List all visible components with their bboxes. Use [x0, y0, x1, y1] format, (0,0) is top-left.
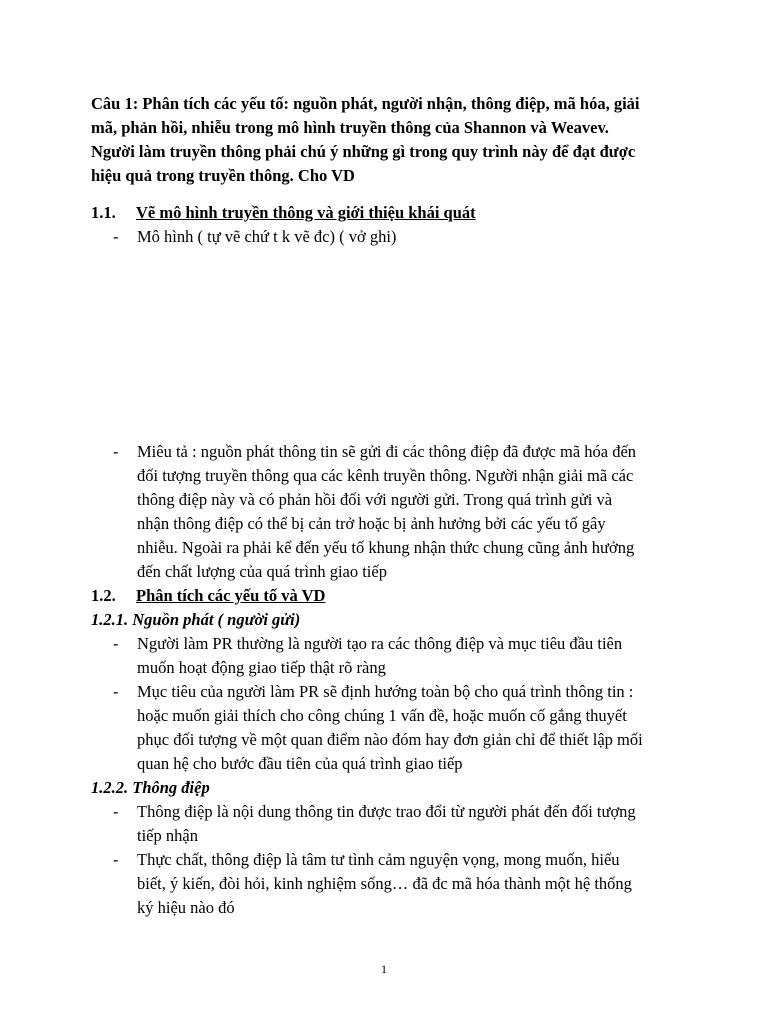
- source-point-2-line-1: Mục tiêu của người làm PR sẽ định hướng toàn bộ cho quá trình thông tin :: [137, 682, 634, 701]
- bullet-dash: -: [113, 227, 119, 246]
- section-1-2-number: 1.2.: [91, 586, 116, 605]
- bullet-dash: -: [113, 442, 119, 461]
- page-number: 1: [381, 962, 387, 976]
- section-1-2-1-heading: 1.2.1. Nguồn phát ( người gửi): [91, 610, 301, 629]
- source-point-1-line-1: Người làm PR thường là người tạo ra các thông điệp và mục tiêu đầu tiên: [137, 634, 623, 653]
- description-line-2: đối tượng truyền thông qua các kênh truyền thông. Người nhận giải mã các: [137, 466, 634, 485]
- description-line-6: đến chất lượng của quá trình giao tiếp: [137, 562, 387, 581]
- question-title-line-4: hiệu quả trong truyền thông. Cho VD: [91, 166, 355, 185]
- message-point-1-line-1: Thông điệp là nội dung thông tin được trao đổi từ người phát đến đối tượng: [137, 802, 636, 821]
- section-1-1-heading: Vẽ mô hình truyền thông và giới thiệu khái quát: [136, 203, 476, 222]
- section-1-2-heading: Phân tích các yếu tố và VD: [136, 586, 326, 605]
- bullet-dash: -: [113, 682, 119, 701]
- question-title-line-3: Người làm truyền thông phải chú ý những gì trong quy trình này để đạt được: [91, 142, 636, 161]
- source-point-2-line-2: hoặc muốn giải thích cho công chúng 1 vấn đề, hoặc muốn cố gắng thuyết: [137, 706, 627, 725]
- message-point-2-line-1: Thực chất, thông điệp là tâm tư tình cảm nguyện vọng, mong muốn, hiểu: [137, 850, 620, 869]
- message-point-1-line-2: tiếp nhận: [137, 826, 198, 845]
- bullet-dash: -: [113, 802, 119, 821]
- source-point-1-line-2: muốn hoạt động giao tiếp thật rõ ràng: [137, 658, 386, 677]
- bullet-dash: -: [113, 850, 119, 869]
- source-point-2-line-3: phục đối tượng về một quan điểm nào đóm hay đơn giản chỉ để thiết lập mối: [137, 730, 643, 749]
- source-point-2-line-4: quan hệ cho bước đầu tiên của quá trình giao tiếp: [137, 754, 463, 773]
- description-line-4: nhận thông điệp có thể bị cản trở hoặc bị ảnh hưởng bởi các yếu tố gây: [137, 514, 606, 533]
- question-title-line-2: mã, phản hồi, nhiễu trong mô hình truyền thông của Shannon và Weavev.: [91, 118, 609, 137]
- message-point-2-line-2: biết, ý kiến, đòi hỏi, kinh nghiệm sống… đã đc mã hóa thành một hệ thống: [137, 874, 632, 893]
- question-title-line-1: Câu 1: Phân tích các yếu tố: nguồn phát, người nhận, thông điệp, mã hóa, giải: [91, 94, 640, 113]
- description-line-1: Miêu tả : nguồn phát thông tin sẽ gửi đi các thông điệp đã được mã hóa đến: [137, 442, 637, 461]
- bullet-dash: -: [113, 634, 119, 653]
- section-1-2-2-heading: 1.2.2. Thông điệp: [91, 778, 210, 797]
- section-1-1-number: 1.1.: [91, 203, 116, 222]
- model-note-line: Mô hình ( tự vẽ chứ t k vẽ đc) ( vở ghi): [137, 227, 397, 246]
- description-line-5: nhiễu. Ngoài ra phải kể đến yếu tố khung nhận thức chung cũng ảnh hưởng: [137, 538, 635, 557]
- description-line-3: thông điệp này và có phản hồi đối với người gửi. Trong quá trình gửi và: [137, 490, 613, 509]
- message-point-2-line-3: ký hiệu nào đó: [137, 898, 235, 917]
